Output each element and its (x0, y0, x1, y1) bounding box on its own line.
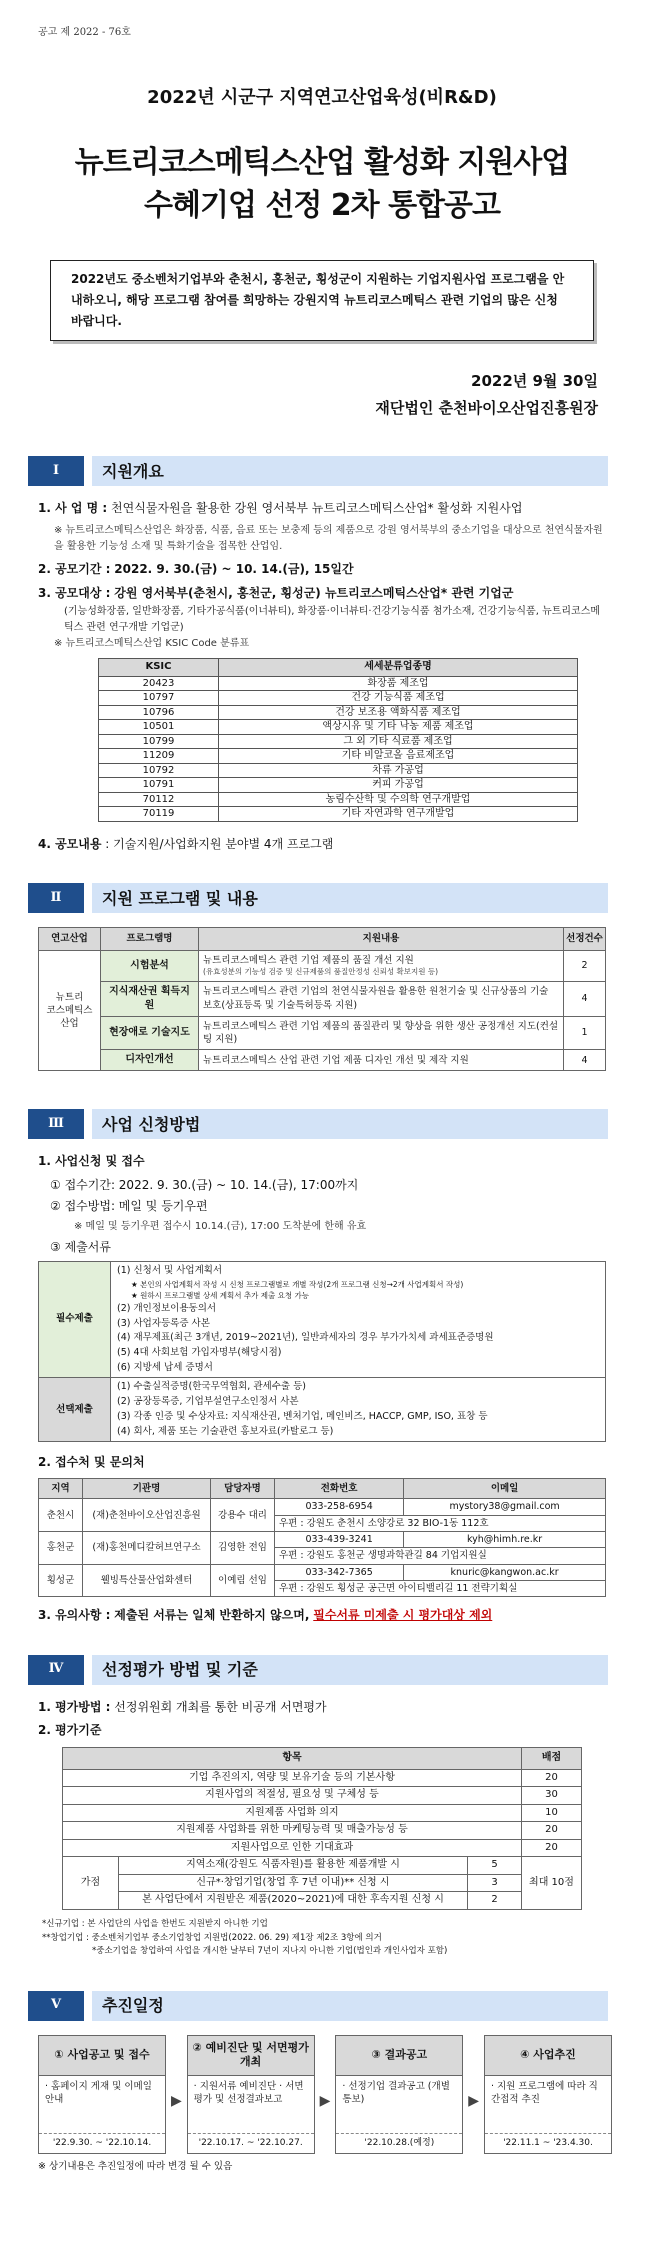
contact-row (39, 1499, 606, 1515)
ksic-code: 70112 (99, 792, 219, 807)
section-2-header (28, 883, 608, 913)
schedule-step (187, 2035, 315, 2154)
contact-person: 김영한 전임 (211, 1532, 275, 1565)
notice-date: 2022년 9월 30일 (471, 371, 598, 390)
schedule-step (38, 2035, 166, 2154)
schedule-step-body: · 지원서류 예비진단 · 서면평가 및 선정결과보고 (188, 2076, 314, 2134)
evaluation-table (62, 1747, 582, 1910)
receipt-method: ② 접수방법: 메일 및 등기우편 (50, 1199, 208, 1214)
section-1-number: Ⅰ (28, 456, 84, 486)
project-name: 1. 사 업 명 : 천연식물자원을 활용한 강원 영서북부 뉴트리코스메틱스산업* 활성화 지원사업 (38, 501, 523, 516)
program-header-count: 선정건수 (564, 928, 606, 951)
ksic-row (99, 763, 578, 778)
program-content (199, 1016, 564, 1050)
eval-score: 20 (522, 1822, 582, 1840)
contact-email[interactable]: mystory38@gmail.com (404, 1499, 606, 1515)
arrow-right-icon: ▶ (468, 2093, 480, 2110)
schedule-step-body: · 지원 프로그램에 따라 직간접적 추진 (485, 2076, 611, 2134)
program-row (39, 1016, 606, 1050)
ksic-table (98, 658, 578, 822)
program-content (199, 1050, 564, 1071)
intro-box: 2022년도 중소벤처기업부와 춘천시, 홍천군, 횡성군이 지원하는 기업지원사업 프로그램을 안내하오니, 해당 프로그램 참여를 희망하는 강원지역 뉴트리코스메틱스 관련 기업의 많은 신청 바랍니다. (50, 260, 594, 341)
program-row (39, 981, 606, 1016)
contact-header-email: 이메일 (404, 1478, 606, 1499)
ksic-industry-name: 농림수산학 및 수의학 연구개발업 (219, 792, 578, 807)
optional-doc-item: (3) 각종 인증 및 수상자료: 지식재산권, 벤처기업, 메인비즈, HACCP, GMP, ISO, 표창 등 (117, 1410, 488, 1422)
program-content-text: 뉴트리코스메틱스 관련 기업 제품의 품질관리 및 향상을 위한 생산 공정개선 지도(컨설팅 지원) (203, 1020, 559, 1046)
contact-org: 웰빙특산물산업화센터 (83, 1564, 211, 1597)
ksic-note: ※ 뉴트리코스메틱스산업 KSIC Code 분류표 (54, 638, 250, 650)
program-row (39, 950, 606, 981)
footnote-startup-def: *중소기업을 창업하여 사업을 개시한 날부터 7년이 지나지 아니한 기업(법인과 개인사업자 포함) (92, 1946, 448, 1957)
required-label: 필수제출 (39, 1261, 111, 1378)
bonus-item (119, 1874, 522, 1892)
documents-table (38, 1261, 606, 1442)
ksic-row (99, 734, 578, 749)
bonus-item-text: 지역소재(강원도 식품자원)를 활용한 제품개발 시 (186, 1859, 400, 1871)
required-doc-item: ★ 원하시 프로그램별 상세 계획서 추가 제출 요청 가능 (131, 1291, 309, 1301)
contact-address: 우편 : 강원도 홍천군 생명과학관길 84 기업지원실 (275, 1548, 606, 1564)
application-period: 2. 공모기간 : 2022. 9. 30.(금) ~ 10. 14.(금), 15일간 (38, 562, 354, 577)
eval-row (63, 1822, 582, 1840)
program-header-name: 프로그램명 (101, 928, 199, 951)
contact-header-org: 기관명 (83, 1478, 211, 1499)
eval-header-item: 항목 (63, 1748, 522, 1770)
ksic-header-name: 세세분류업종명 (219, 659, 578, 677)
required-doc-item: (6) 지방세 납세 증명서 (117, 1361, 213, 1373)
target-detail: (기능성화장품, 일반화장품, 기타가공식품(이너뷰티), 화장품·이너뷰티·건강기능식품 첨가소재, 건강기능식품, 뉴트리코스메틱스 관련 연구개발 기업군) (64, 606, 601, 634)
eval-item: 지원제품 사업화를 위한 마케팅능력 및 매출가능성 등 (63, 1822, 522, 1840)
program-content (199, 950, 564, 981)
receipt-method-note: ※ 메일 및 등기우편 접수시 10.14.(금), 17:00 도착분에 한해 유효 (74, 1221, 367, 1233)
section-3-title: 사업 신청방법 (102, 1114, 201, 1134)
schedule-step-date: '22.9.30. ~ '22.10.14. (52, 2137, 152, 2148)
program-name: 지식재산권 획득지원 (101, 981, 199, 1016)
section-5-title: 추진일정 (102, 1996, 164, 2016)
bonus-item-score: 2 (467, 1892, 521, 1909)
section-5-header (28, 1991, 608, 2021)
ksic-row (99, 705, 578, 720)
ksic-code: 10799 (99, 734, 219, 749)
application-target: 3. 공모대상 : 강원 영서북부(춘천시, 홍천군, 횡성군) 뉴트리코스메틱스산업* 관련 기업군 (38, 585, 514, 600)
ksic-industry-name: 화장품 제조업 (219, 676, 578, 691)
schedule-step-title: ④ 사업추진 (485, 2036, 611, 2076)
contact-row (39, 1532, 606, 1548)
section-3-number: Ⅲ (28, 1109, 84, 1139)
section-4-header (28, 1655, 608, 1685)
required-doc-item: (2) 개인정보이용동의서 (117, 1302, 217, 1314)
main-title-line-2: 수혜기업 선정 2차 통합공고 (144, 188, 500, 224)
contact-table (38, 1478, 606, 1598)
ksic-code: 70119 (99, 807, 219, 822)
caution-line: 3. 유의사항 : 제출된 서류는 일체 반환하지 않으며, 필수서류 미제출 시 평가대상 제외 (38, 1608, 493, 1623)
contact-address: 우편 : 강원도 횡성군 공근면 아이티밸리길 11 전략기획실 (275, 1580, 606, 1596)
optional-doc-item: (1) 수출실적증명(한국무역협회, 관세수출 등) (117, 1381, 306, 1393)
schedule-step (484, 2035, 612, 2154)
ksic-code: 20423 (99, 676, 219, 691)
ksic-industry-name: 건강 기능식품 제조업 (219, 691, 578, 706)
contact-email[interactable]: kyh@himh.re.kr (404, 1532, 606, 1548)
ksic-row (99, 720, 578, 735)
program-name: 시험분석 (101, 950, 199, 981)
sub-title: 2022년 시군구 지역연고산업육성(비R&D) (147, 86, 497, 108)
section-4-number: Ⅳ (28, 1655, 84, 1685)
ksic-code: 10796 (99, 705, 219, 720)
bonus-row (63, 1857, 582, 1875)
section-1-title: 지원개요 (102, 461, 164, 481)
bonus-item-score: 5 (467, 1857, 521, 1874)
contact-heading: 2. 접수처 및 문의처 (38, 1455, 145, 1470)
eval-header-score: 배점 (522, 1748, 582, 1770)
bonus-item-text: 본 사업단에서 지원받은 제품(2020~2021)에 대한 후속지원 신청 시 (142, 1894, 444, 1906)
bonus-item (119, 1892, 522, 1910)
eval-row (63, 1839, 582, 1857)
caution-red-text: 필수서류 미제출 시 평가대상 제외 (313, 1608, 493, 1623)
ksic-row (99, 749, 578, 764)
eval-item: 기업 추진의지, 역량 및 보유기술 등의 기본사항 (63, 1769, 522, 1787)
contact-region: 홍천군 (39, 1532, 83, 1565)
program-header-content: 지원내용 (199, 928, 564, 951)
main-title-line-1: 뉴트리코스메틱스산업 활성화 지원사업 (74, 144, 570, 180)
schedule-step-body: · 선정기업 결과공고 (개별통보) (336, 2076, 462, 2134)
section-2-number: Ⅱ (28, 883, 84, 913)
contact-person: 이예림 선임 (211, 1564, 275, 1597)
required-doc-item: (3) 사업자등록증 사본 (117, 1317, 210, 1329)
ksic-industry-name: 기타 비알코올 음료제조업 (219, 749, 578, 764)
eval-score: 20 (522, 1839, 582, 1857)
schedule-step-title: ① 사업공고 및 접수 (39, 2036, 165, 2076)
program-count: 4 (564, 981, 606, 1016)
schedule-step (335, 2035, 463, 2154)
program-content-text: 뉴트리코스메틱스 관련 기업의 천연식물자원을 활용한 원천기술 및 신규상품의 기술 보호(상표등록 및 기술특허등록 지원) (203, 986, 549, 1011)
evaluation-criteria-heading: 2. 평가기준 (38, 1723, 102, 1738)
main-title (38, 141, 606, 228)
contact-address: 우편 : 강원도 춘천시 소양강로 32 BIO-1동 112호 (275, 1515, 606, 1531)
contact-org: (재)춘천바이오산업진흥원 (83, 1499, 211, 1532)
ksic-row (99, 676, 578, 691)
footnote-new-company: *신규기업 : 본 사업단의 사업을 한번도 지원받지 아니한 기업 (42, 1918, 268, 1929)
ksic-row (99, 691, 578, 706)
required-documents (111, 1261, 606, 1378)
eval-row (63, 1804, 582, 1822)
arrow-right-icon: ▶ (170, 2093, 182, 2110)
eval-row (63, 1787, 582, 1805)
program-content-text: 뉴트리코스메틱스 관련 기업 제품의 품질 개선 지원 (203, 954, 414, 966)
bonus-item-text: 신규*·창업기업(창업 후 7년 이내)** 신청 시 (196, 1876, 390, 1888)
program-content-detail: (유효성분의 기능성 검증 및 신규제품의 품질안정성 신뢰성 확보지원 등) (203, 967, 439, 977)
ksic-code: 10791 (99, 778, 219, 793)
ksic-row (99, 807, 578, 822)
optional-doc-item: (2) 공장등록증, 기업부설연구소인정서 사본 (117, 1396, 299, 1408)
contact-region: 춘천시 (39, 1499, 83, 1532)
optional-label: 선택제출 (39, 1378, 111, 1442)
ksic-row (99, 792, 578, 807)
required-doc-item: (5) 4대 사회보험 가입자명부(해당시점) (117, 1347, 282, 1358)
notice-number: 공고 제 2022 - 76호 (38, 27, 131, 38)
ksic-row (99, 778, 578, 793)
evaluation-method: 1. 평가방법 : 선정위원회 개최를 통한 비공개 서면평가 (38, 1699, 327, 1714)
contact-row (39, 1564, 606, 1580)
ksic-code: 11209 (99, 749, 219, 764)
ksic-industry-name: 그 외 기타 식료품 제조업 (219, 734, 578, 749)
issuing-organization: 재단법인 춘천바이오산업진흥원장 (375, 399, 598, 418)
ksic-industry-name: 건강 보조용 액화식품 제조업 (219, 705, 578, 720)
schedule-step-date: '22.10.17. ~ '22.10.27. (198, 2137, 303, 2148)
receipt-period: ① 접수기간: 2022. 9. 30.(금) ~ 10. 14.(금), 17:00까지 (50, 1177, 359, 1192)
program-name: 디자인개선 (101, 1050, 199, 1071)
section-2-title: 지원 프로그램 및 내용 (102, 888, 258, 908)
submission-docs: ③ 제출서류 (50, 1240, 111, 1255)
ksic-industry-name: 액상시유 및 기타 낙농 제품 제조업 (219, 720, 578, 735)
ksic-code: 10792 (99, 763, 219, 778)
schedule-steps (38, 2035, 612, 2154)
ksic-industry-name: 커피 가공업 (219, 778, 578, 793)
contact-email[interactable]: knuric@kangwon.ac.kr (404, 1564, 606, 1580)
ksic-header-code: KSIC (99, 659, 219, 677)
eval-score: 10 (522, 1804, 582, 1822)
schedule-step-date: '22.10.28.(예정) (364, 2137, 435, 2148)
contact-org: (재)홍천메디칼허브연구소 (83, 1532, 211, 1565)
contact-header-region: 지역 (39, 1478, 83, 1499)
bonus-row (63, 1874, 582, 1892)
contact-person: 강용수 대리 (211, 1499, 275, 1532)
program-category: 뉴트리 코스메틱스 산업 (39, 950, 101, 1070)
section-1-header (28, 456, 608, 486)
required-doc-item: (1) 신청서 및 사업계획서 (117, 1264, 223, 1276)
section-5-number: Ⅴ (28, 1991, 84, 2021)
required-doc-item: (4) 재무제표(최근 3개년, 2019~2021년), 일반과세자의 경우 부가가치세 과세표준증명원 (117, 1332, 494, 1344)
ksic-code: 10501 (99, 720, 219, 735)
eval-row (63, 1769, 582, 1787)
contact-header-phone: 전화번호 (275, 1478, 404, 1499)
bonus-max: 최대 10점 (522, 1857, 582, 1910)
eval-score: 30 (522, 1787, 582, 1805)
contact-region: 횡성군 (39, 1564, 83, 1597)
bonus-label: 가점 (63, 1857, 119, 1910)
program-content (199, 981, 564, 1016)
schedule-step-body: · 홈페이지 게재 및 이메일 안내 (39, 2076, 165, 2134)
schedule-note: ※ 상기내용은 추진일정에 따라 변경 될 수 있음 (38, 2160, 233, 2172)
schedule-step-title: ③ 결과공고 (336, 2036, 462, 2076)
program-row (39, 1050, 606, 1071)
contact-phone: 033-439-3241 (275, 1532, 404, 1548)
eval-score: 20 (522, 1769, 582, 1787)
eval-item: 지원사업으로 인한 기대효과 (63, 1839, 522, 1857)
program-count: 2 (564, 950, 606, 981)
arrow-right-icon: ▶ (319, 2093, 331, 2110)
application-content: 4. 공모내용 : 기술지원/사업화지원 분야별 4개 프로그램 (38, 836, 334, 851)
bonus-item-score: 3 (467, 1875, 521, 1892)
ksic-industry-name: 기타 자연과학 연구개발업 (219, 807, 578, 822)
section-3-header (28, 1109, 608, 1139)
program-name: 현장애로 기술지도 (101, 1016, 199, 1050)
contact-header-person: 담당자명 (211, 1478, 275, 1499)
schedule-step-date: '22.11.1 ~ '23.4.30. (503, 2137, 593, 2148)
eval-item: 지원사업의 적절성, 필요성 및 구체성 등 (63, 1787, 522, 1805)
application-heading: 1. 사업신청 및 접수 (38, 1154, 145, 1169)
contact-phone: 033-258-6954 (275, 1499, 404, 1515)
optional-doc-item: (4) 회사, 제품 또는 기술관련 홍보자료(카탈로그 등) (117, 1425, 334, 1437)
eval-item: 지원제품 사업화 의지 (63, 1804, 522, 1822)
ksic-code: 10797 (99, 691, 219, 706)
program-header-industry: 연고산업 (39, 928, 101, 951)
bonus-item (119, 1857, 522, 1875)
contact-phone: 033-342-7365 (275, 1564, 404, 1580)
optional-documents (111, 1378, 606, 1442)
section-4-title: 선정평가 방법 및 기준 (102, 1660, 258, 1680)
footnote-startup: **창업기업 : 중소벤처기업부 중소기업창업 지원법(2022. 06. 29) 제1장 제2조 3항에 의거 (42, 1932, 382, 1943)
program-count: 1 (564, 1016, 606, 1050)
program-count: 4 (564, 1050, 606, 1071)
project-note: ※ 뉴트리코스메틱스산업은 화장품, 식품, 음료 또는 보충제 등의 제품으로 강원 영서북부의 중소기업을 대상으로 천연식물자원을 활용한 기능성 소재 및 특화기술을 접목한 산업임. (54, 525, 603, 553)
required-doc-item: ★ 본인의 사업계획서 작성 시 신청 프로그램별로 개별 작성(2개 프로그램 신청→2개 사업계획서 작성) (131, 1279, 464, 1289)
program-content-text: 뉴트리코스메틱스 산업 관련 기업 제품 디자인 개선 및 제작 지원 (203, 1054, 469, 1066)
bonus-row (63, 1892, 582, 1910)
program-table (38, 927, 606, 1071)
ksic-industry-name: 차류 가공업 (219, 763, 578, 778)
schedule-step-title: ② 예비진단 및 서면평가 개최 (188, 2036, 314, 2076)
